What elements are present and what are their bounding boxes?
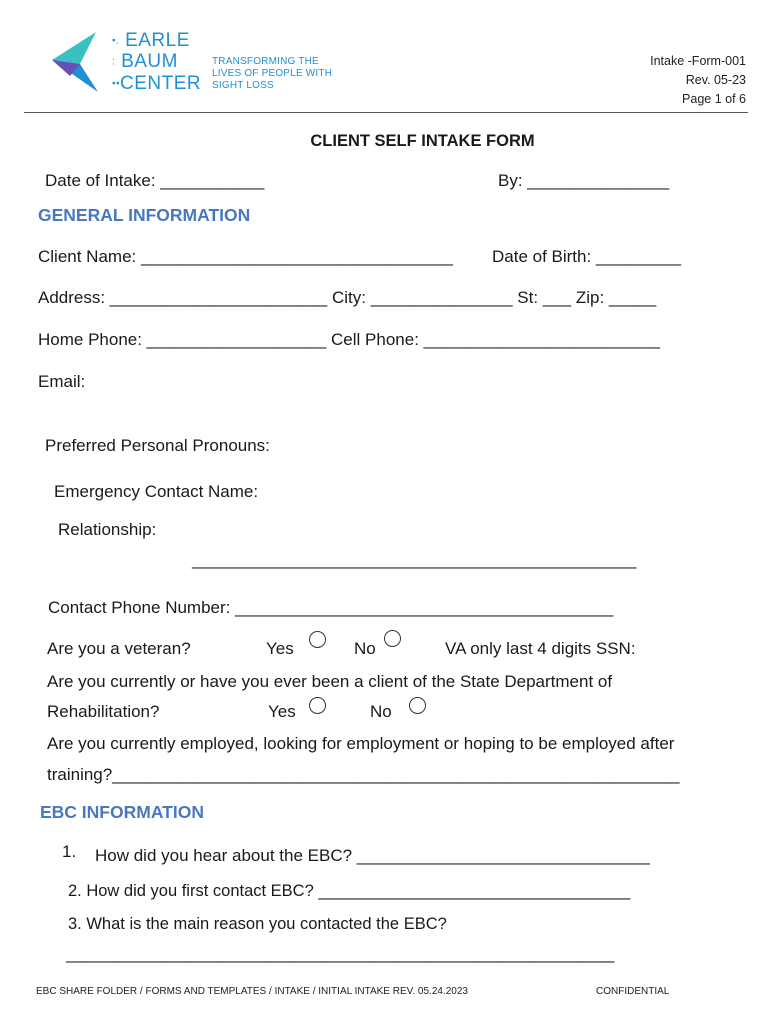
page-title: CLIENT SELF INTAKE FORM xyxy=(310,132,535,150)
employment-field[interactable]: training?____________________________________________________________ xyxy=(47,765,680,784)
footer-confidential: CONFIDENTIAL xyxy=(596,986,670,997)
state-dept-yes-radio[interactable] xyxy=(309,697,326,714)
contact-phone-field[interactable]: Contact Phone Number: ________________________________________ xyxy=(48,598,614,617)
emergency-contact-field[interactable]: Emergency Contact Name: xyxy=(54,482,259,501)
logo-line-earle: EARLE xyxy=(125,30,190,51)
logo-tagline-1: TRANSFORMING THE xyxy=(212,56,319,67)
phone-fields[interactable]: Home Phone: ___________________ Cell Phone: _________________________ xyxy=(38,330,661,349)
employment-question: Are you currently employed, looking for employment or hoping to be employed after xyxy=(47,734,675,753)
logo: •. EARLE : BAUM ••CENTER TRANSFORMING THE LIVES OF PEOPLE WITH SIGHT LOSS xyxy=(50,28,320,98)
footer-path: EBC SHARE FOLDER / FORMS AND TEMPLATES / INTAKE / INITIAL INTAKE REV. 05.24.2023 xyxy=(36,986,468,997)
state-dept-question: Are you currently or have you ever been a client of the State Department of xyxy=(47,672,613,691)
state-dept-no-label: No xyxy=(370,702,392,721)
date-of-intake-field[interactable]: Date of Intake: ___________ xyxy=(45,171,265,190)
intake-by-field[interactable]: By: _______________ xyxy=(498,171,670,190)
form-revision: Rev. 05-23 xyxy=(685,73,746,87)
form-id: Intake -Form-001 xyxy=(650,54,746,68)
ebc-information-heading: EBC INFORMATION xyxy=(40,802,204,822)
date-of-birth-field[interactable]: Date of Birth: _________ xyxy=(492,247,682,266)
relationship-field[interactable]: _______________________________________________ xyxy=(192,550,637,569)
logo-tagline-2: LIVES OF PEOPLE WITH xyxy=(212,68,333,79)
va-ssn-field[interactable]: VA only last 4 digits SSN: xyxy=(445,639,636,658)
state-dept-yes-label: Yes xyxy=(268,702,296,721)
main-reason-question: 3. What is the main reason you contacted the EBC? xyxy=(68,915,447,933)
email-field[interactable]: Email: xyxy=(38,372,86,391)
first-contact-field[interactable]: 2. How did you first contact EBC? __________________________________ xyxy=(68,882,631,900)
state-dept-no-radio[interactable] xyxy=(409,697,426,714)
relationship-label: Relationship: xyxy=(58,520,157,539)
veteran-yes-label: Yes xyxy=(266,639,294,658)
q1-number: 1. xyxy=(62,842,77,861)
logo-mark-icon xyxy=(50,30,110,94)
header-divider xyxy=(24,112,748,113)
veteran-no-radio[interactable] xyxy=(384,630,401,647)
logo-tagline-3: SIGHT LOSS xyxy=(212,80,274,91)
logo-line-baum: BAUM xyxy=(121,51,178,73)
veteran-no-label: No xyxy=(354,639,376,658)
general-information-heading: GENERAL INFORMATION xyxy=(38,205,251,225)
main-reason-field[interactable]: __________________________________________________________ xyxy=(66,944,615,963)
address-field[interactable]: Address: _______________________ City: _______________ St: ___ Zip: _____ xyxy=(38,288,657,307)
pronouns-field[interactable]: Preferred Personal Pronouns: xyxy=(45,436,270,455)
logo-line-center: CENTER xyxy=(120,72,202,94)
veteran-question: Are you a veteran? xyxy=(47,639,191,658)
page-number: Page 1 of 6 xyxy=(682,92,746,106)
hear-about-ebc-field[interactable]: How did you hear about the EBC? _______________________________ xyxy=(95,846,650,865)
state-dept-question-cont: Rehabilitation? xyxy=(47,702,160,721)
veteran-yes-radio[interactable] xyxy=(309,631,326,648)
client-name-field[interactable]: Client Name: _________________________________ xyxy=(38,247,453,266)
